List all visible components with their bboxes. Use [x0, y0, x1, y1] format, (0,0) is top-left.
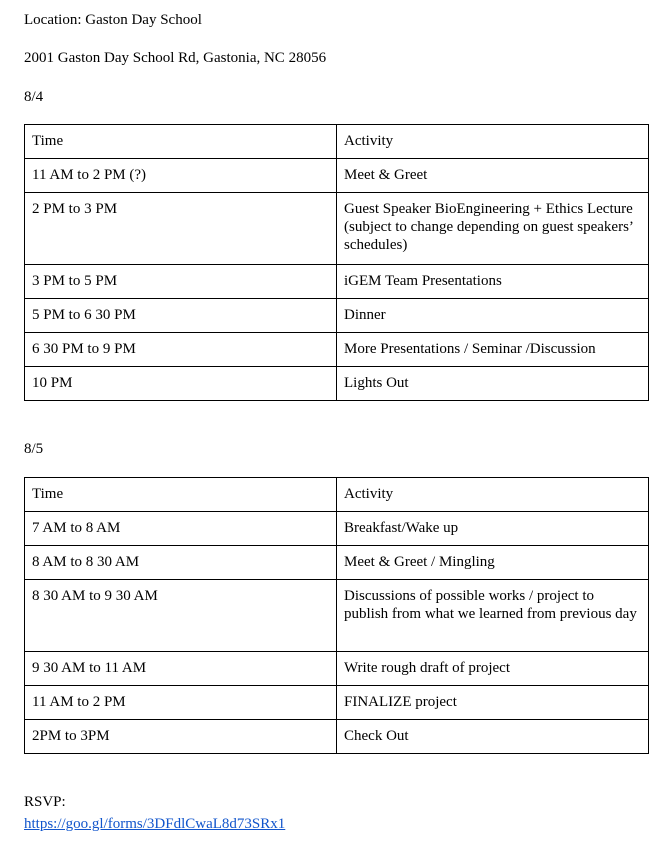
- time-cell: 2 PM to 3 PM: [25, 193, 337, 265]
- time-cell: 2PM to 3PM: [25, 720, 337, 754]
- table-header-row: [25, 125, 649, 159]
- time-cell: 8 AM to 8 30 AM: [25, 546, 337, 580]
- time-cell: 10 PM: [25, 367, 337, 401]
- rsvp-label: RSVP:: [24, 794, 66, 810]
- header-time: Time: [25, 125, 337, 159]
- time-cell: 3 PM to 5 PM: [25, 265, 337, 299]
- activity-cell: Lights Out: [337, 367, 649, 401]
- time-cell: 5 PM to 6 30 PM: [25, 299, 337, 333]
- table-row: [25, 580, 649, 652]
- activity-cell: Meet & Greet: [337, 159, 649, 193]
- table-row: [25, 652, 649, 686]
- activity-cell: Check Out: [337, 720, 649, 754]
- table-header-row: [25, 478, 649, 512]
- time-cell: 6 30 PM to 9 PM: [25, 333, 337, 367]
- time-cell: 8 30 AM to 9 30 AM: [25, 580, 337, 652]
- table-row: [25, 265, 649, 299]
- activity-cell: iGEM Team Presentations: [337, 265, 649, 299]
- table-row: [25, 546, 649, 580]
- day1-date: 8/4: [24, 89, 44, 105]
- day2-schedule-table: [24, 477, 649, 754]
- table-row: [25, 686, 649, 720]
- time-cell: 9 30 AM to 11 AM: [25, 652, 337, 686]
- activity-cell: Meet & Greet / Mingling: [337, 546, 649, 580]
- activity-cell: More Presentations / Seminar /Discussion: [337, 333, 649, 367]
- table-row: [25, 299, 649, 333]
- table-row: [25, 512, 649, 546]
- header-time: Time: [25, 478, 337, 512]
- day2-date: 8/5: [24, 441, 44, 457]
- location-text: Location: Gaston Day School: [24, 12, 202, 28]
- activity-cell: Discussions of possible works / project to publish from what we learned from previous day: [337, 580, 649, 652]
- header-activity: Activity: [337, 478, 649, 512]
- header-activity: Activity: [337, 125, 649, 159]
- activity-cell: Guest Speaker BioEngineering + Ethics Lecture (subject to change depending on guest speakers’ schedules): [337, 193, 649, 265]
- table-row: [25, 159, 649, 193]
- address-text: 2001 Gaston Day School Rd, Gastonia, NC 28056: [24, 50, 327, 66]
- day1-schedule-table: [24, 124, 649, 401]
- rsvp-link[interactable]: https://goo.gl/forms/3DFdlCwaL8d73SRx1: [24, 816, 286, 832]
- table-row: [25, 720, 649, 754]
- activity-cell: Breakfast/Wake up: [337, 512, 649, 546]
- activity-cell: Dinner: [337, 299, 649, 333]
- table-row: [25, 333, 649, 367]
- time-cell: 11 AM to 2 PM: [25, 686, 337, 720]
- table-row: [25, 193, 649, 265]
- activity-cell: FINALIZE project: [337, 686, 649, 720]
- time-cell: 7 AM to 8 AM: [25, 512, 337, 546]
- table-row: [25, 367, 649, 401]
- time-cell: 11 AM to 2 PM (?): [25, 159, 337, 193]
- activity-cell: Write rough draft of project: [337, 652, 649, 686]
